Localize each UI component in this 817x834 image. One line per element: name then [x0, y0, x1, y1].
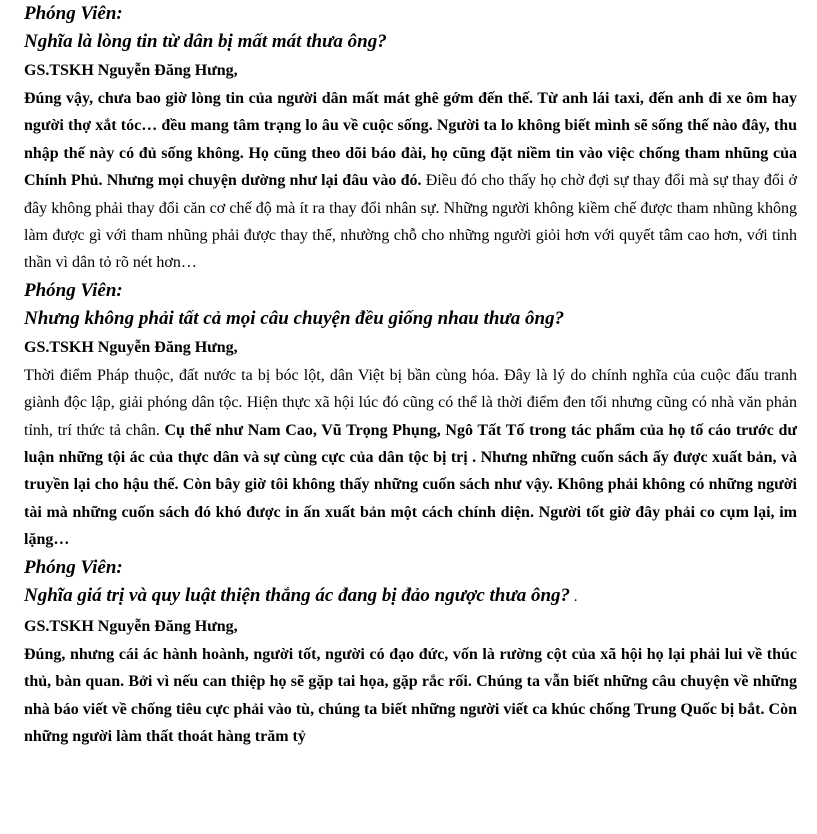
interview-section-3	[0, 554, 817, 751]
reporter-label: Phóng Viên:	[24, 279, 123, 301]
speaker-answer	[24, 641, 797, 751]
speaker-answer	[24, 362, 797, 554]
answer-bold-text: Đúng vậy, chưa bao giờ lòng tin của người dân mất mát ghê gớm đến thế. Từ anh lái taxi, đến anh đi xe ôm hay người thợ xắt tóc… đều mang tâm trạng lo âu về cuộc sống. Người ta lo không biết mình sẽ sống thế nào đây, thu nhập thế này có đủ sống không. Họ cũng theo dõi báo đài, họ cũng đặt niềm tin vào việc chống tham nhũng của Chính Phủ. Nhưng mọi chuyện dường như lại đâu vào đó.	[24, 90, 797, 190]
question-tail: .	[570, 588, 578, 605]
reporter-question	[24, 580, 797, 613]
speaker-name: GS.TSKH Nguyễn Đăng Hưng,	[24, 617, 238, 635]
speaker-name: GS.TSKH Nguyễn Đăng Hưng,	[24, 338, 238, 356]
speaker-answer	[24, 85, 797, 277]
reporter-question	[24, 303, 797, 334]
speaker-name: GS.TSKH Nguyễn Đăng Hưng,	[24, 62, 238, 79]
interview-section-1	[0, 0, 817, 277]
answer-normal-text: Điều đó cho thấy họ chờ đợi sự thay đổi mà sự thay đổi ở đây không phải thay đổi căn cơ chế độ mà ít ra thay đổi nhân sự. Những người không kiềm chế được tham nhũng không làm được gì với tham nhũng phải được thay thế, nhường chỗ cho những người giỏi hơn với quyết tâm cao hơn, với tinh thần vì dân tỏ rõ nét hơn…	[24, 172, 797, 272]
reporter-label: Phóng Viên:	[24, 3, 123, 24]
question-text: Nghĩa là lòng tin từ dân bị mất mát thưa ông?	[24, 31, 387, 52]
reporter-question	[24, 26, 797, 57]
interview-section-2	[0, 277, 817, 554]
question-text: Nhưng không phải tất cả mọi câu chuyện đều giống nhau thưa ông?	[24, 307, 565, 329]
answer-bold-text: Cụ thể như Nam Cao, Vũ Trọng Phụng, Ngô Tất Tố trong tác phẩm của họ tố cáo trước dư luận những tội ác của thực dân và sự cùng cực của dân tộc bị trị . Nhưng những cuốn sách ấy được xuất bản, và truyền lại cho hậu thế. Còn bây giờ tôi không thấy những cuốn sách như vậy. Không phải không có những người tài mà những cuốn sách đó khó được in ấn xuất bản một cách chính diện. Người tốt giờ đây phải co cụm lại, im lặng…	[24, 421, 797, 549]
question-text: Nghĩa giá trị và quy luật thiện thắng ác đang bị đảo ngược thưa ông?	[24, 584, 571, 606]
reporter-label: Phóng Viên:	[24, 556, 123, 578]
answer-bold-text: Đúng, nhưng cái ác hành hoành, người tốt, người có đạo đức, vốn là rường cột của xã hội họ lại phải lui về thúc thủ, bàn quan. Bởi vì nếu can thiệp họ sẽ gặp tai họa, gặp rắc rối. Chúng ta vẫn biết những câu chuyện về những nhà báo viết về chống tiêu cực phải vào tù, chúng ta biết những người viết ca khúc chống Trung Quốc bị bắt. Còn những người làm thất thoát hàng trăm tỷ	[24, 645, 797, 745]
answer-normal-text: Thời điểm Pháp thuộc, đất nước ta bị bóc lột, dân Việt bị bần cùng hóa. Đây là lý do chính nghĩa của cuộc đấu tranh giành độc lập, giải phóng dân tộc. Hiện thực xã hội lúc đó cũng có thể là thời điểm đen tối nhưng cũng có nhà văn phản tỉnh, trí thức tả chân.	[24, 366, 797, 439]
